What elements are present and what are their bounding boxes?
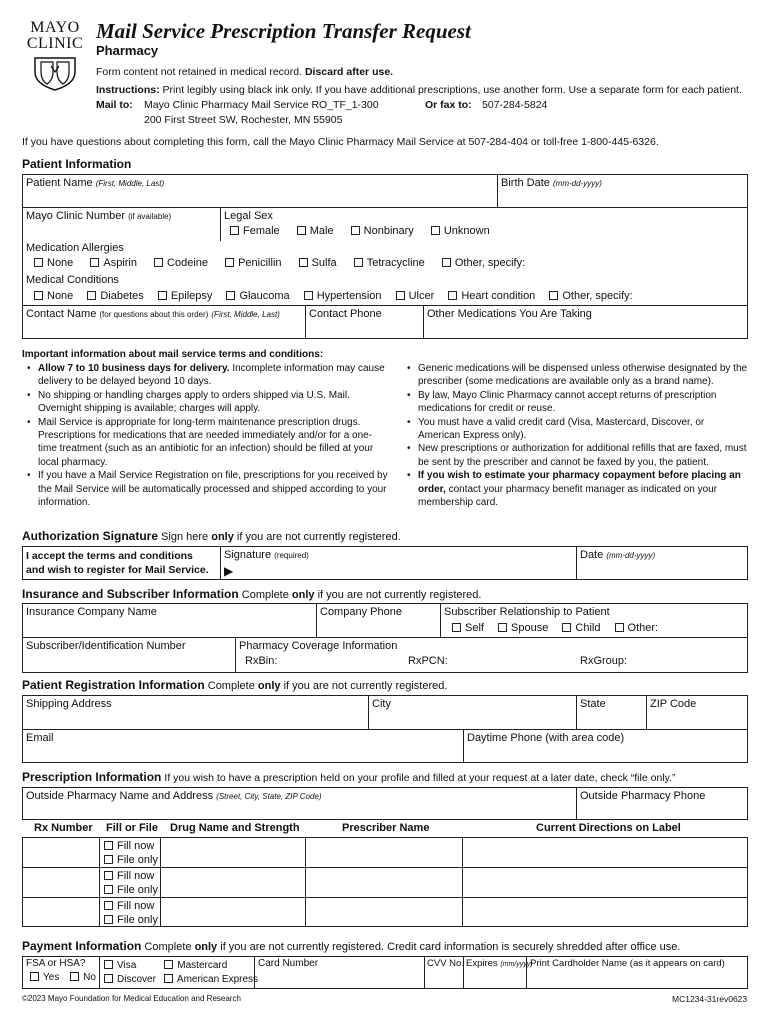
signature-hint: (required) (274, 551, 309, 560)
checkbox[interactable] (90, 258, 99, 267)
birth-date-field[interactable] (501, 177, 602, 191)
record-notice (96, 66, 393, 79)
mcn-hint: (if available) (128, 212, 172, 221)
terms-left-list (22, 362, 388, 509)
column-header-fill-or-file: Fill or File (106, 822, 158, 834)
condition-option-glaucoma[interactable]: Glaucoma (226, 290, 289, 302)
terms-right-list (402, 362, 748, 509)
contact-name-hint: (for questions about this order) (99, 310, 209, 319)
checkbox[interactable] (104, 915, 113, 924)
auth-date-label: Date (580, 549, 604, 561)
patient-section-title: Patient Information (22, 157, 132, 171)
authorization-heading: Authorization Signature Sign here only if you are not currently registered. (22, 529, 401, 543)
birth-date-label: Birth Date (501, 177, 550, 189)
column-header-drug-name: Drug Name and Strength (170, 822, 300, 834)
checkbox[interactable] (562, 623, 571, 632)
allergy-option-other[interactable]: Other, specify: (442, 257, 525, 269)
file-only-option[interactable]: File only (104, 913, 158, 927)
sex-option-female[interactable]: Female (230, 225, 280, 237)
fsa-options (30, 972, 96, 985)
birth-date-hint: (mm-dd-yyyy) (552, 179, 602, 188)
condition-option-heart[interactable]: Heart condition (448, 290, 535, 302)
registration-title: Patient Registration Information (22, 678, 205, 692)
checkbox[interactable] (230, 226, 239, 235)
checkbox[interactable] (297, 226, 306, 235)
rxbin-field[interactable]: RxBin: (245, 655, 278, 667)
shield-icon (31, 54, 79, 92)
payment-title: Payment Information (22, 939, 142, 953)
condition-option-other[interactable]: Other, specify: (549, 290, 632, 302)
company-phone-field[interactable]: Company Phone (320, 606, 402, 618)
instructions-text: Print legibly using black ink only. If you have additional prescriptions, use another form. Use a separate form for each patient. (162, 84, 742, 96)
legal-sex-options (230, 225, 504, 239)
coverage-label: Pharmacy Coverage Information (239, 640, 398, 652)
list-item: • No shipping or handling charges apply to orders shipped via U.S. Mail. Overnight shipping is available; charges will apply. (22, 389, 388, 416)
checkbox[interactable] (396, 291, 405, 300)
mcn-label: Mayo Clinic Number (26, 210, 126, 222)
condition-option-none[interactable]: None (34, 290, 73, 302)
mayo-clinic-logo (22, 20, 88, 97)
relationship-label: Subscriber Relationship to Patient (444, 606, 610, 618)
expires-field[interactable]: Expires (mm/yyyy) (466, 958, 533, 969)
checkbox[interactable] (452, 623, 461, 632)
list-item: • Mail Service is appropriate for long-term maintenance prescription drugs. Prescriptions for medications that are needed immediately and/or for a one-time treatment (such as an antibiotic for an infection) should be filled at your local pharmacy. (22, 416, 388, 470)
contact-name-field[interactable] (26, 308, 280, 322)
contact-name-hint2: (First, Middle, Last) (211, 310, 280, 319)
zip-field[interactable]: ZIP Code (650, 698, 697, 710)
registration-heading: Patient Registration Information Complete only if you are not currently registered. (22, 678, 448, 692)
checkbox[interactable] (164, 960, 173, 969)
fill-now-option[interactable]: Fill now (104, 899, 158, 913)
allergy-options (34, 257, 539, 271)
list-item: • By law, Mayo Clinic Pharmacy cannot accept returns of prescription medications for credit or reuse. (402, 389, 748, 416)
insurance-heading: Insurance and Subscriber Information Complete only if you are not currently registered. (22, 587, 482, 601)
mcn-field[interactable] (26, 210, 171, 224)
auth-date-hint: (mm-dd-yyyy) (606, 551, 656, 560)
card-number-field[interactable]: Card Number (258, 958, 319, 969)
allergies-label: Medication Allergies (26, 242, 124, 254)
fsa-hsa-label: FSA or HSA? (26, 958, 86, 969)
notice-bold: Discard after use. (304, 66, 394, 78)
signature-label: Signature (224, 549, 272, 561)
insurance-company-field[interactable]: Insurance Company Name (26, 606, 157, 618)
sex-option-nonbinary[interactable]: Nonbinary (351, 225, 414, 237)
patient-name-hint: (First, Middle, Last) (95, 179, 165, 188)
other-medications-field[interactable]: Other Medications You Are Taking (427, 308, 592, 320)
relationship-options (452, 622, 658, 636)
notice-text: Form content not retained in medical record. (96, 66, 303, 78)
list-item: • Allow 7 to 10 business days for delivery. Incomplete information may cause delivery to be delayed beyond 10 days. (22, 362, 388, 389)
fax-label: Or fax to: (425, 99, 472, 111)
prescription-title: Prescription Information (22, 770, 162, 784)
insurance-title: Insurance and Subscriber Information (22, 587, 239, 601)
sex-option-unknown[interactable]: Unknown (431, 225, 490, 237)
list-item: • Generic medications will be dispensed unless otherwise designated by the prescriber (some medications are available only as a brand name). (402, 362, 748, 389)
fax-number: 507-284-5824 (482, 99, 548, 111)
table-row (104, 869, 158, 897)
authorization-title: Authorization Signature (22, 529, 158, 543)
fill-now-option[interactable]: Fill now (104, 869, 158, 883)
form-title: Mail Service Prescription Transfer Request (96, 19, 471, 43)
column-header-directions: Current Directions on Label (536, 822, 681, 834)
checkbox[interactable] (442, 258, 451, 267)
cardholder-name-field[interactable]: Print Cardholder Name (as it appears on card) (530, 958, 725, 969)
column-header-rx-number: Rx Number (34, 822, 93, 834)
card-option-amex[interactable]: American Express (164, 974, 258, 985)
checkbox[interactable] (448, 291, 457, 300)
card-option-discover[interactable]: Discover (104, 974, 156, 985)
allergy-option-tetracycline[interactable]: Tetracycline (354, 257, 425, 269)
allergy-option-penicillin[interactable]: Penicillin (225, 257, 281, 269)
condition-options (34, 290, 633, 304)
checkbox[interactable] (615, 623, 624, 632)
list-item: • If you wish to estimate your pharmacy copayment before placing an order, contact your pharmacy benefit manager as indicated on your membership card. (402, 469, 748, 509)
list-item: • New prescriptions or authorization for additional refills that are faxed, must be sent by the prescriber and cannot be faxed by you, the patient. (402, 442, 748, 469)
allergy-option-aspirin[interactable]: Aspirin (90, 257, 137, 269)
relationship-option-other[interactable]: Other: (615, 622, 659, 634)
contact-phone-field[interactable]: Contact Phone (309, 308, 382, 320)
card-type-options (104, 959, 258, 987)
sex-option-male[interactable]: Male (297, 225, 334, 237)
city-field[interactable]: City (372, 698, 391, 710)
state-field[interactable]: State (580, 698, 606, 710)
checkbox[interactable] (34, 258, 43, 267)
checkbox[interactable] (431, 226, 440, 235)
relationship-option-child[interactable]: Child (562, 622, 600, 634)
checkbox[interactable] (351, 226, 360, 235)
file-only-option[interactable]: File only (104, 853, 158, 867)
fsa-option-no[interactable]: No (70, 972, 96, 983)
checkbox[interactable] (104, 841, 113, 850)
arrow-right-icon: ▶ (224, 564, 234, 578)
copyright: ©2023 Mayo Foundation for Medical Education and Research (22, 994, 241, 1003)
legal-sex-label: Legal Sex (224, 210, 273, 222)
logo-line1: MAYO (30, 19, 80, 36)
checkbox[interactable] (70, 972, 79, 981)
table-row (104, 899, 158, 927)
form-id: MC1234-31rev0623 (672, 994, 748, 1004)
checkbox[interactable] (87, 291, 96, 300)
relationship-option-spouse[interactable]: Spouse (498, 622, 548, 634)
instructions-label: Instructions: (96, 84, 160, 96)
shipping-address-field[interactable]: Shipping Address (26, 698, 112, 710)
outside-pharmacy-phone-field[interactable]: Outside Pharmacy Phone (580, 790, 706, 802)
patient-name-field[interactable] (26, 177, 164, 191)
card-option-visa[interactable]: Visa (104, 960, 136, 971)
relationship-option-self[interactable]: Self (452, 622, 484, 634)
table-row (104, 839, 158, 867)
email-field[interactable]: Email (26, 732, 54, 744)
mail-label: Mail to: (96, 99, 133, 111)
instructions (96, 84, 742, 97)
checkbox[interactable] (104, 871, 113, 880)
accept-terms-text: I accept the terms and conditions and wish to register for Mail Service. (26, 550, 209, 576)
questions-line: If you have questions about completing this form, call the Mayo Clinic Pharmacy Mail Service at 507-284-404 or toll-free 1-800-445-6326. (22, 136, 659, 148)
checkbox[interactable] (498, 623, 507, 632)
checkbox[interactable] (104, 960, 113, 969)
mail-address-line2: 200 First Street SW, Rochester, MN 55905 (144, 114, 343, 126)
logo-line2: CLINIC (26, 35, 84, 52)
patient-name-label: Patient Name (26, 177, 93, 189)
conditions-label: Medical Conditions (26, 274, 119, 286)
checkbox[interactable] (158, 291, 167, 300)
form-subtitle: Pharmacy (96, 43, 159, 58)
checkbox[interactable] (34, 291, 43, 300)
payment-heading: Payment Information Complete only if you are not currently registered. Credit card information is securely shredded after office use. (22, 939, 681, 953)
rxgroup-field[interactable]: RxGroup: (580, 655, 628, 667)
terms-title: Important information about mail service terms and conditions: (22, 349, 324, 360)
checkbox[interactable] (104, 974, 113, 983)
subscriber-id-field[interactable]: Subscriber/Identification Number (26, 640, 186, 652)
cvv-field[interactable]: CVV No. (427, 958, 464, 969)
condition-option-epilepsy[interactable]: Epilepsy (158, 290, 213, 302)
checkbox[interactable] (104, 901, 113, 910)
checkbox[interactable] (104, 855, 113, 864)
column-header-prescriber: Prescriber Name (342, 822, 430, 834)
condition-option-hypertension[interactable]: Hypertension (304, 290, 382, 302)
signature-field[interactable] (224, 549, 309, 563)
checkbox[interactable] (154, 258, 163, 267)
fill-now-option[interactable]: Fill now (104, 839, 158, 853)
condition-option-diabetes[interactable]: Diabetes (87, 290, 143, 302)
prescription-heading: Prescription Information If you wish to have a prescription held on your profile and filled at your request at a later date, check “file only.” (22, 770, 676, 784)
allergy-option-sulfa[interactable]: Sulfa (299, 257, 337, 269)
checkbox[interactable] (354, 258, 363, 267)
checkbox[interactable] (226, 291, 235, 300)
checkbox[interactable] (225, 258, 234, 267)
rxpcn-field[interactable]: RxPCN: (408, 655, 448, 667)
mail-address-line1: Mayo Clinic Pharmacy Mail Service RO_TF_1-300 (144, 99, 379, 111)
list-item: • You must have a valid credit card (Visa, Mastercard, Discover, or American Express only). (402, 416, 748, 443)
allergy-option-none[interactable]: None (34, 257, 73, 269)
outside-pharmacy-field[interactable]: Outside Pharmacy Name and Address (Street, City, State, ZIP Code) (26, 790, 322, 802)
checkbox[interactable] (164, 974, 173, 983)
allergy-option-codeine[interactable]: Codeine (154, 257, 208, 269)
checkbox[interactable] (304, 291, 313, 300)
contact-name-label: Contact Name (26, 308, 97, 320)
fsa-option-yes[interactable]: Yes (30, 972, 59, 983)
file-only-option[interactable]: File only (104, 883, 158, 897)
checkbox[interactable] (104, 885, 113, 894)
list-item: • If you have a Mail Service Registration on file, prescriptions for you received by the Mail Service will be automatically processed and shipped according to your information. (22, 469, 388, 509)
card-option-mastercard[interactable]: Mastercard (164, 960, 227, 971)
condition-option-ulcer[interactable]: Ulcer (396, 290, 435, 302)
daytime-phone-field[interactable]: Daytime Phone (with area code) (467, 732, 625, 744)
auth-date-field[interactable] (580, 549, 655, 563)
checkbox[interactable] (30, 972, 39, 981)
checkbox[interactable] (549, 291, 558, 300)
checkbox[interactable] (299, 258, 308, 267)
